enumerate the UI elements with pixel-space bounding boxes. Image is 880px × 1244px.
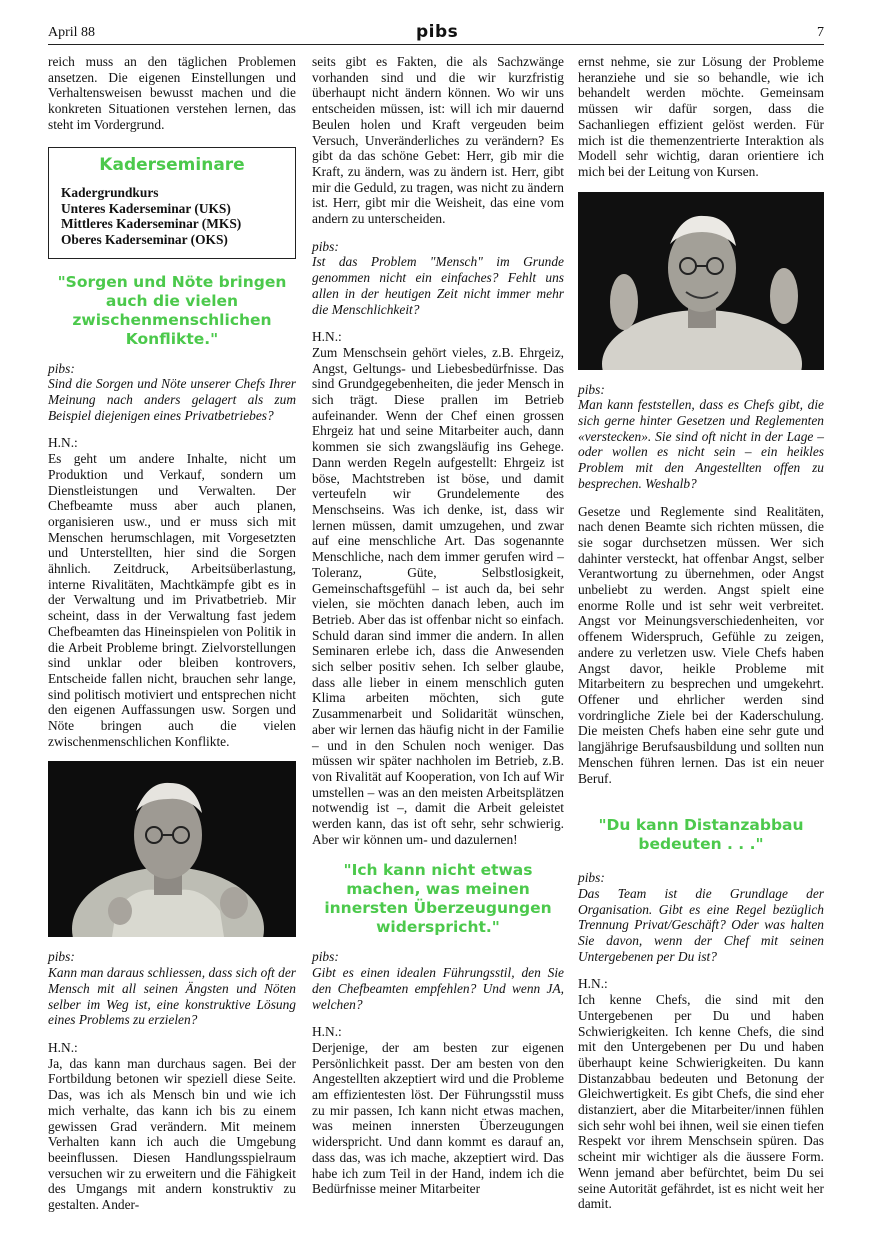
paragraph: reich muss an den täglichen Problemen ansetzen. Die eigenen Einstellungen und Verhaltensweisen bewusst machen und die konkreten Situationen verstehen lernen, das steht im Vordergrund. bbox=[48, 54, 296, 132]
column-middle bbox=[312, 54, 564, 1197]
answer-label: H.N.: bbox=[578, 976, 608, 992]
question: Sind die Sorgen und Nöte unserer Chefs Ihrer Meinung nach anders gelagert als zum Beispiel diejenigen eines Privatbetriebes? bbox=[48, 376, 296, 423]
page-header bbox=[48, 22, 824, 45]
question-label: pibs: bbox=[578, 381, 605, 397]
answer: Zum Menschsein gehört vieles, z.B. Ehrgeiz, Angst, Geltungs- und Liebesbedürfnisse. Das sind Grundgegebenheiten, die jeder Mensch in sich trägt. Diese prallen im Betrieb aufeinander. Wenn der Chef einen grossen Ehrgeiz hat und seine Mitarbeiter auch, dann kommen sie sich zwangsläufig ins Gehege. Dann werden Regeln aufgestellt: Ehrgeiz ist böse, Machtstreben ist böse, und damit verteufeln wir Grundelemente des Menschseins. Was ich denke, ist, dass wir lernen müssen, damit umzugehen, und zwar auf eine menschliche Art. Das sogenannte Menschliche, nach dem immer gerufen wird – Toleranz, Güte, Selbstlosigkeit, Gemeinschaftsgefühl – ist auch da, bei sehr vielen, sie möchten danach leben, auch im Betrieb. Aber das ist offenbar nicht so einfach. Schuld daran sind immer die andern. In allen Seminaren erlebe ich, dass die Anwesenden sich selber positiv sehen. Ich selber glaube, dass alle lieber in einem menschlich guten Klima arbeiten möchten, sich gute Zusammenarbeit und Solidarität wünschen, aber wir lernen das häufig nicht in der Familie – und in den Schulen noch weniger. Das müssen wir später nachholen im Betrieb, z.B. von Rivalität auf Kooperation, von Ich auf Wir umstellen – was an den meisten Arbeitsplätzen notwendig ist –, damit die Arbeit geleistet werden kann, das ist oft sehr, sehr schwierig. Aber wir können um- und dazulernen! bbox=[312, 344, 564, 847]
question: Ist das Problem "Mensch" im Grunde genommen nicht ein einfaches? Fehlt uns allen in der heutigen Zeit nicht immer mehr die Menschlichkeit? bbox=[312, 254, 564, 317]
portrait-photo bbox=[48, 761, 296, 937]
answer: Ich kenne Chefs, die sind mit den Untergebenen per Du und haben Schwierigkeiten. Ich kenne Chefs, die sind mit den Untergebenen per Du und haben überhaupt keine Schwierigkeiten. Du kann Distanzabbau bedeuten und Betonung der Gleichwertigkeit. Es gibt Chefs, die sind eher distanziert, aber die Mitarbeiter/innen fühlen sich sehr wohl bei ihnen, weil sie einen tiefen Respekt vor ihrem Menschsein spüren. Das scheint mir wichtiger als die äussere Form. Wenn jemand aber befürchtet, beim Du sei seine Autorität gefährdet, ist es nicht weit her damit. bbox=[578, 992, 824, 1212]
box-item: Mittleres Kaderseminar (MKS) bbox=[61, 216, 242, 232]
question: Man kann feststellen, dass es Chefs gibt, die sich gerne hinter Gesetzen und Reglementen «verstecken». Sie sind oft nicht in der Lage – oder wollen es nicht sein – ein heikles Problem mit den Angestellten offen zu besprechen. Weshalb? bbox=[578, 397, 824, 491]
question-label: pibs: bbox=[312, 238, 339, 254]
question-label: pibs: bbox=[578, 870, 605, 886]
answer: Gesetze und Reglemente sind Realitäten, nach denen Beamte sich richten müssen, die sie sogar durchsetzen müssen. Wer sich dahinter versteckt, hat offenbar Angst, selber Verantwortung zu übernehmen, oder Angst unbeliebt zu werden. Angst spielt eine enorme Rolle und ist sehr weit verbreitet. Angst vor Meinungsverschiedenheiten, vor offenem Widerspruch, Gefühle zu zeigen, andere zu verletzen usw. Viele Chefs haben Angst davor, heikle Probleme mit Mitarbeitern zu besprechen und umgekehrt. Offener und ehrlicher werden sind vordringliche Ziele bei der Kaderschulung. Die meisten Chefs haben eine sehr gute und langjährige Berufsausbildung und sollten nun Menschen führen lernen. Das ist ein neuer Beruf. bbox=[578, 503, 824, 786]
box-item: Kadergrundkurs bbox=[61, 185, 159, 201]
magazine-title: pibs bbox=[416, 22, 459, 42]
pull-quote: "Ich kann nicht etwas machen, was meinen innersten Überzeugungen widerspricht." bbox=[324, 861, 552, 937]
kaderseminare-box bbox=[48, 147, 296, 259]
column-right bbox=[578, 54, 824, 1212]
page-number: 7 bbox=[817, 25, 824, 40]
question: Kann man daraus schliessen, dass sich oft der Mensch mit all seinen Ängsten und Nöten selber im Weg ist, eine konstruktive Lösung eines Problems zu erzielen? bbox=[48, 965, 296, 1028]
paragraph: ernst nehme, sie zur Lösung der Probleme heranziehe und sie so behandle, wie ich behandelt werden möchte. Gemeinsam müssen wir dafür sorgen, dass die Sachanliegen effizient gelöst werden. Für mich ist die themenzentrierte Interaktion als Modell sehr wichtig, daran orientiere ich mich bei der Leitung von Kursen. bbox=[578, 54, 824, 179]
question-label: pibs: bbox=[312, 949, 339, 965]
question: Gibt es einen idealen Führungsstil, den Sie den Chefbeamten empfehlen? Und wenn JA, welchen? bbox=[312, 965, 564, 1012]
answer-label: H.N.: bbox=[48, 435, 78, 451]
question: Das Team ist die Grundlage der Organisation. Gibt es eine Regel bezüglich Trennung Privat/Geschäft? Oder was halten Sie davon, wenn der Chef mit seinen Untergebenen per Du ist? bbox=[578, 885, 824, 964]
issue-date: April 88 bbox=[48, 25, 96, 40]
answer: Ja, das kann man durchaus sagen. Bei der Fortbildung betonen wir speziell diese Seite. Das, was ich als Mensch bin und wie ich mich verhalte, das kann ich bis zu einem gewissen Grad verändern. Mit meinem Verhalten kann ich auch die Umgebung beeinflussen. Diesen Handlungsspielraum versuchen wir zu erweitern und die Fähigkeit des Umgangs mit andern konstruktiv zu gestalten. Ander- bbox=[48, 1055, 296, 1213]
answer: Derjenige, der am besten zur eigenen Persönlichkeit passt. Der am besten von den Angestellten akzeptiert wird und die Probleme am effizientesten löst. Der Führungsstil muss zu mir passen, Ich kann nicht etwas machen, was meinen innersten Überzeugungen widerspricht. Und dann kommt es darauf an, dass das, was ich mache, akzeptiert wird. Das habe ich zum Teil in der Hand, indem ich die Bedürfnisse meiner Mitarbeiter bbox=[312, 1039, 564, 1197]
pull-quote: "Sorgen und Nöte bringen auch die vielen zwischenmenschlichen Konflikte." bbox=[57, 272, 287, 348]
box-title: Kaderseminare bbox=[99, 154, 245, 175]
question-label: pibs: bbox=[48, 949, 75, 965]
column-left bbox=[48, 54, 296, 1213]
answer-label: H.N.: bbox=[312, 329, 342, 345]
answer: Es geht um andere Inhalte, nicht um Produktion und Verkauf, sondern um Dienstleistungen und Verwalten. Der Chefbeamte muss aber auch planen, organisieren usw., und er muss sich mit Menschen herumschlagen, mit Vorgesetzten und Unterstellten, hier sind die Sorgen ähnlich. Zeitdruck, Arbeitsüberlastung, interne Rivalitäten, Machtkämpfe gibt es in der Verwaltung und im Privatbetrieb. Mir scheint, dass in der Verwaltung fast jedem Chefbeamten das Hineinspielen von Politik in die Arbeit Probleme bringt. Zielvorstellungen sind unklar oder bleiben kontrovers, Entscheide fallen nicht, brauchen sehr lange, sind politisch motiviert und entsprechen nicht den eigenen Auffassungen usw. Sorgen und Nöte bringen auch die vielen zwischenmenschlichen Konflikte. bbox=[48, 451, 296, 749]
box-item: Unteres Kaderseminar (UKS) bbox=[61, 200, 231, 216]
pull-quote: "Du kann Distanzabbau bedeuten . . ." bbox=[598, 816, 804, 854]
answer-label: H.N.: bbox=[48, 1039, 78, 1055]
answer-label: H.N.: bbox=[312, 1024, 342, 1040]
paragraph: seits gibt es Fakten, die als Sachzwänge vorhanden sind und die wir kurzfristig überhaupt nicht ändern können. Wo wir uns entscheiden müssen, ist: will ich mir dauernd Beulen holen und Kraft vergeuden beim Versuch, Unveränderliches zu verändern? Es gibt da das schöne Gebet: Herr, gib mir die Kraft, zu ändern, was zu ändern ist. Herr, gibt mir die Geduld, zu tragen, was nicht zu ändern ist. Herr, gibt mir die Weisheit, das eine vom andern zu unterscheiden. bbox=[312, 54, 564, 227]
question-label: pibs: bbox=[48, 360, 75, 376]
portrait-photo bbox=[578, 192, 824, 370]
box-item: Oberes Kaderseminar (OKS) bbox=[61, 232, 228, 247]
